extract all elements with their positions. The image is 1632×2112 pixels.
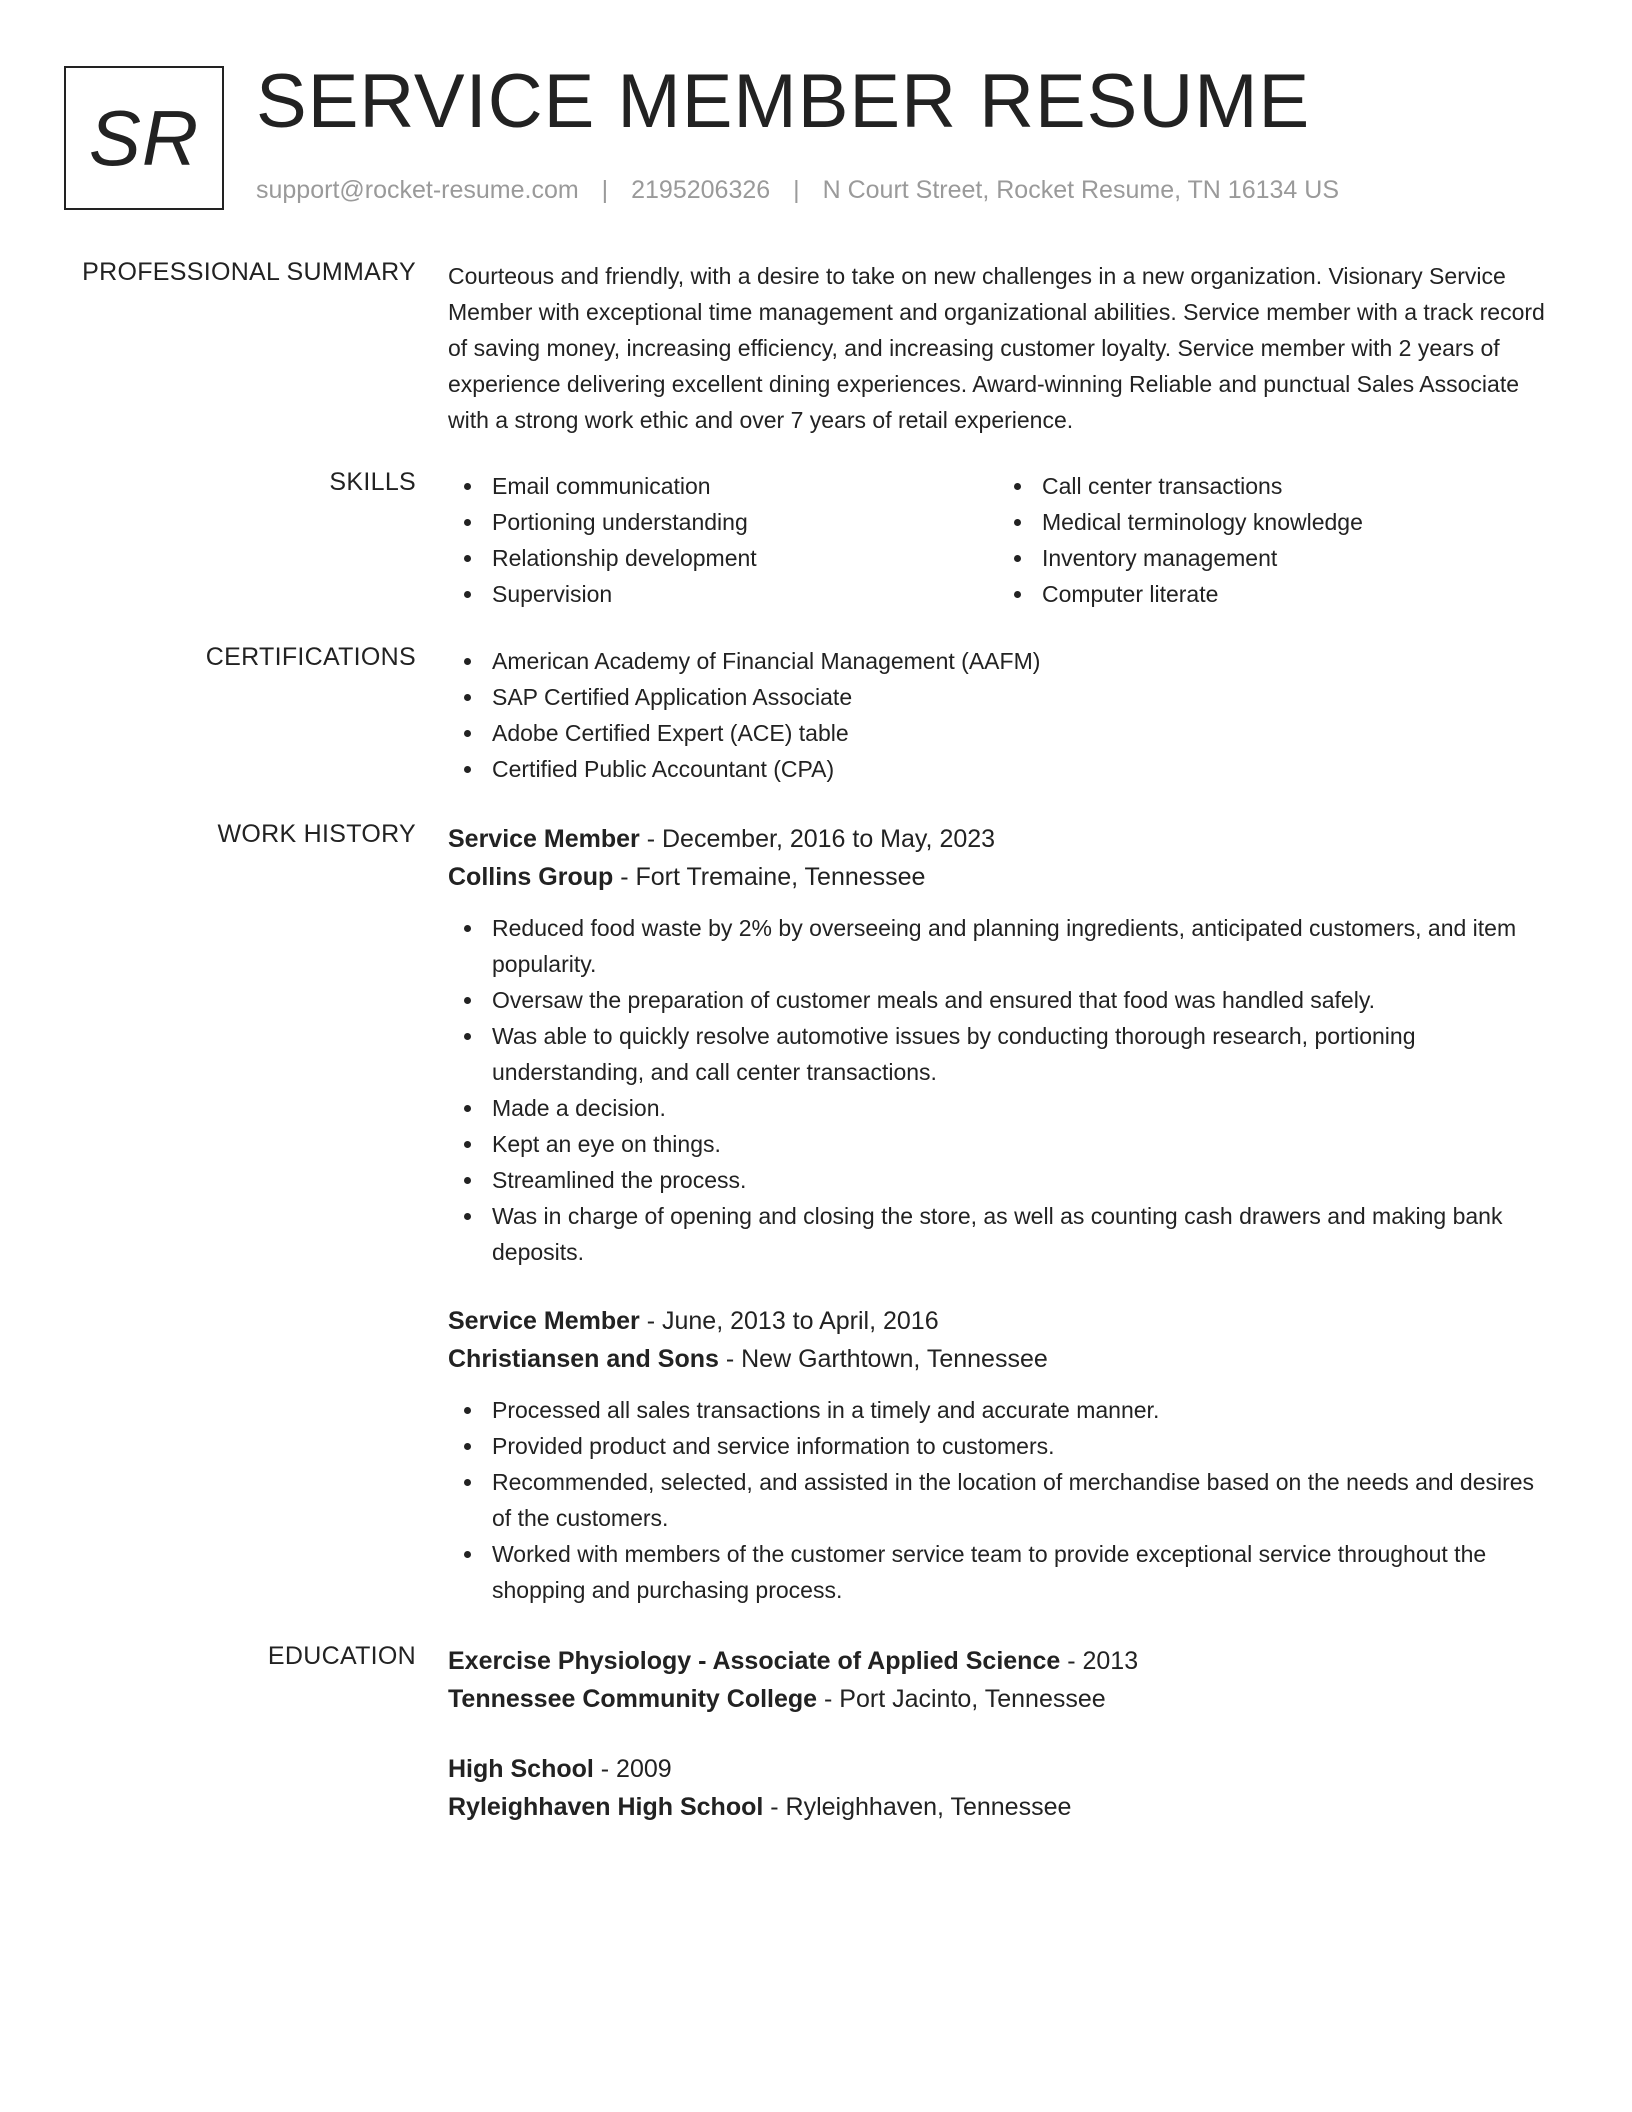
skills-list-left: [448, 468, 998, 612]
job-company-line: [448, 1340, 1548, 1378]
certifications-list: [448, 643, 1548, 787]
job-title: Service Member: [448, 825, 640, 853]
job-dates: - June, 2013 to April, 2016: [639, 1307, 939, 1335]
education-body: [448, 1642, 1548, 1826]
skill-item: Portioning understanding: [448, 504, 998, 540]
education-degree: High School: [448, 1755, 594, 1783]
education-degree-line: [448, 1642, 1548, 1680]
section-label-certifications: CERTIFICATIONS: [205, 643, 416, 671]
certification-item: Adobe Certified Expert (ACE) table: [448, 715, 1548, 751]
job-title-line: [448, 820, 1548, 858]
section-label-work-history: WORK HISTORY: [217, 820, 416, 848]
skill-item: Call center transactions: [998, 468, 1548, 504]
section-label-education: EDUCATION: [267, 1642, 416, 1670]
education-year: - 2013: [1060, 1647, 1139, 1675]
education-year: - 2009: [593, 1755, 672, 1783]
work-history-body: [448, 820, 1548, 1608]
resume-title: SERVICE MEMBER RESUME: [256, 59, 1311, 144]
job-duty: Recommended, selected, and assisted in the location of merchandise based on the needs and desires of the customers.: [448, 1464, 1548, 1536]
education-school: Tennessee Community College: [448, 1685, 818, 1713]
skills-grid: [448, 468, 1548, 612]
education-school-line: [448, 1680, 1548, 1718]
job-duty: Worked with members of the customer service team to provide exceptional service throughout the shopping and purchasing process.: [448, 1536, 1548, 1608]
section-label-skills: SKILLS: [329, 468, 416, 496]
skill-item: Supervision: [448, 576, 998, 612]
certification-item: American Academy of Financial Management (AAFM): [448, 643, 1548, 679]
job-entry: [448, 820, 1548, 1270]
job-location: - New Garthtown, Tennessee: [718, 1345, 1048, 1373]
education-location: - Port Jacinto, Tennessee: [817, 1685, 1106, 1713]
skill-item: Relationship development: [448, 540, 998, 576]
monogram-initials: SR: [88, 93, 200, 182]
job-duties-list: [448, 910, 1548, 1270]
education-entry: [448, 1642, 1548, 1718]
job-company: Christiansen and Sons: [448, 1345, 719, 1373]
education-location: - Ryleighhaven, Tennessee: [763, 1793, 1072, 1821]
certification-item: SAP Certified Application Associate: [448, 679, 1548, 715]
job-dates: - December, 2016 to May, 2023: [639, 825, 996, 853]
skill-item: Medical terminology knowledge: [998, 504, 1548, 540]
job-duty: Streamlined the process.: [448, 1162, 1548, 1198]
education-degree: Exercise Physiology - Associate of Applied Science: [448, 1647, 1061, 1675]
education-school-line: [448, 1788, 1548, 1826]
job-title-line: [448, 1302, 1548, 1340]
job-title: Service Member: [448, 1307, 640, 1335]
skill-item: Email communication: [448, 468, 998, 504]
summary-text: Courteous and friendly, with a desire to take on new challenges in a new organization. Visionary Service Member with exceptional time management and organizational abilities. Service member with a track record of saving money, increasing efficiency, and increasing customer loyalty. Service member with 2 years of experience delivering excellent dining experiences. Award-winning Reliable and punctual Sales Associate with a strong work ethic and over 7 years of retail experience.: [448, 263, 1545, 433]
monogram-box: [64, 66, 224, 210]
skill-item: Computer literate: [998, 576, 1548, 612]
job-duty: Was able to quickly resolve automotive issues by conducting thorough research, portioning understanding, and call center transactions.: [448, 1018, 1548, 1090]
job-duty: Oversaw the preparation of customer meals and ensured that food was handled safely.: [448, 982, 1548, 1018]
job-duty: Provided product and service information to customers.: [448, 1428, 1548, 1464]
job-duty: Was in charge of opening and closing the store, as well as counting cash drawers and making bank deposits.: [448, 1198, 1548, 1270]
job-duty: Reduced food waste by 2% by overseeing and planning ingredients, anticipated customers, and item popularity.: [448, 910, 1548, 982]
section-label-summary: PROFESSIONAL SUMMARY: [82, 258, 416, 286]
education-degree-line: [448, 1750, 1548, 1788]
job-company: Collins Group: [448, 863, 614, 891]
skills-body: [448, 468, 1548, 612]
education-school: Ryleighhaven High School: [448, 1793, 764, 1821]
job-duties-list: [448, 1392, 1548, 1608]
job-duty: Kept an eye on things.: [448, 1126, 1548, 1162]
certification-item: Certified Public Accountant (CPA): [448, 751, 1548, 787]
contact-email: support@rocket-resume.com: [256, 176, 579, 204]
contact-separator: |: [793, 176, 800, 204]
education-entry: [448, 1750, 1548, 1826]
contact-address: N Court Street, Rocket Resume, TN 16134 US: [822, 176, 1339, 204]
job-location: - Fort Tremaine, Tennessee: [613, 863, 926, 891]
contact-separator: |: [601, 176, 609, 204]
skills-list-right: [998, 468, 1548, 612]
contact-line: [256, 176, 1339, 205]
job-company-line: [448, 858, 1548, 896]
contact-phone: 2195206326: [631, 176, 771, 204]
job-duty: Processed all sales transactions in a timely and accurate manner.: [448, 1392, 1548, 1428]
skill-item: Inventory management: [998, 540, 1548, 576]
certifications-body: [448, 643, 1548, 787]
job-entry: [448, 1302, 1548, 1608]
job-duty: Made a decision.: [448, 1090, 1548, 1126]
